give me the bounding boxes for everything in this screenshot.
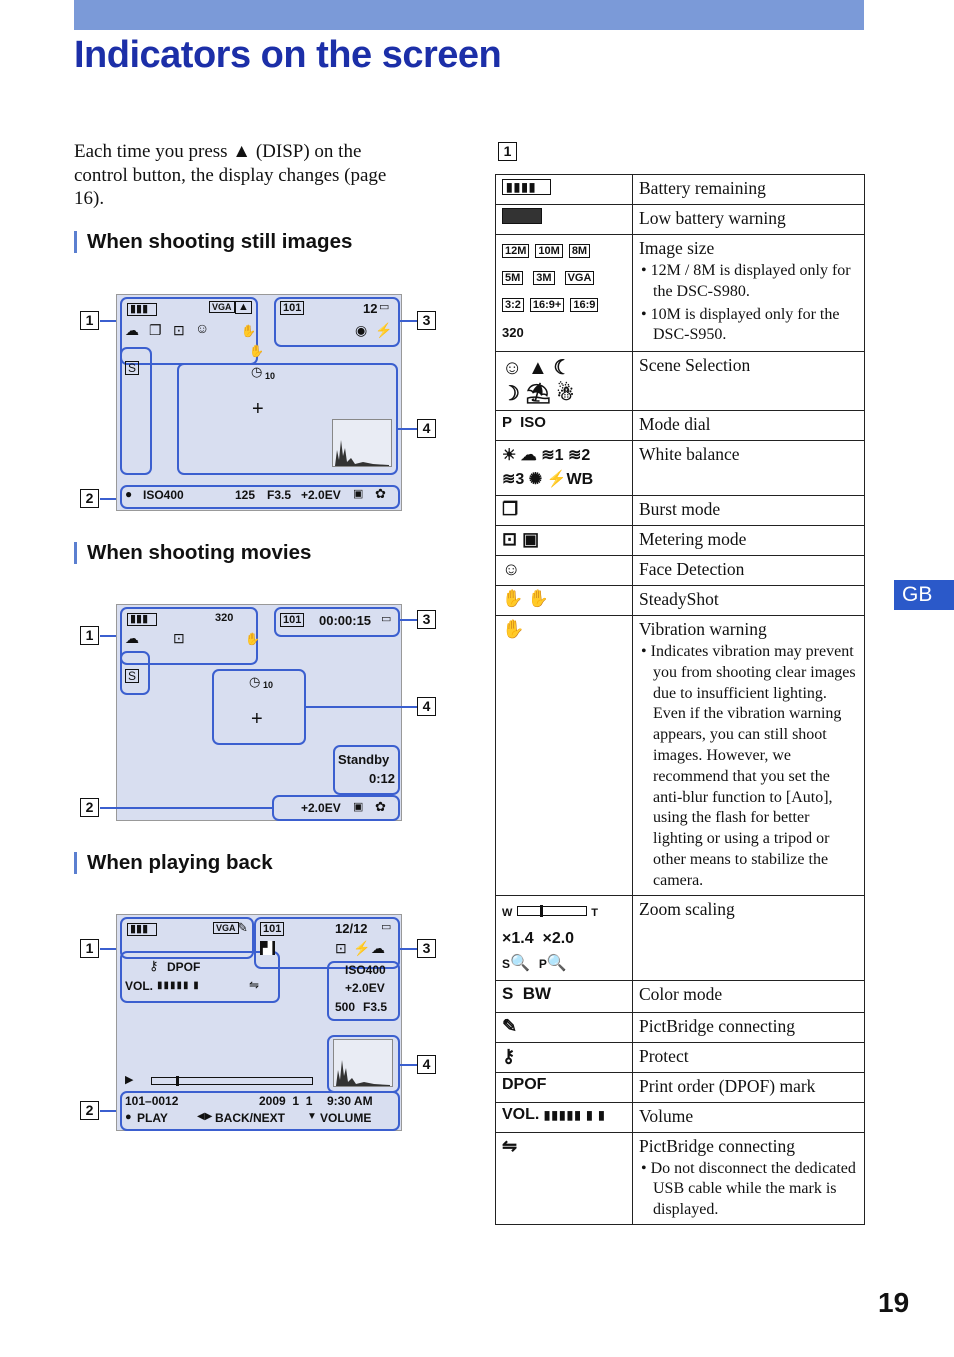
intro-paragraph: Each time you press ▲ (DISP) on the control button, the display changes (page 16). (74, 141, 387, 209)
note-item: • 10M is displayed only for the DSC-S950. (641, 305, 840, 344)
exposure-value: +2.0EV (345, 981, 385, 995)
heading-playback: When playing back (74, 852, 273, 874)
row-label-image-size (633, 235, 865, 352)
size-8m-icon: 8M (569, 244, 590, 258)
image-size-icon: VGA (209, 301, 235, 313)
steadyshot-icon: ✋ (241, 324, 256, 338)
left-right-arrows-icon: ◀▶ (197, 1111, 213, 1122)
page-number: 19 (878, 1287, 910, 1318)
self-timer-icon: ◷ (251, 364, 263, 379)
note-text: Do not disconnect the dedicated USB cable while the mark is displayed. (650, 1159, 856, 1219)
table-row (496, 441, 865, 496)
histogram (332, 419, 392, 467)
table-row (496, 980, 865, 1012)
callout-line-1 (100, 635, 116, 637)
row-label: Protect (633, 1042, 865, 1072)
progress-marker (176, 1076, 179, 1086)
pictbridge-icon: ✎ (237, 920, 248, 935)
movie-lcd (116, 604, 402, 821)
size-3-2-icon: 3:2 (502, 298, 524, 312)
callout-3: 3 (417, 939, 436, 958)
image-count: 12/12 (335, 921, 368, 936)
metering-icon: ⊡ (173, 630, 185, 646)
note-text: 10M is displayed only for the DSC-S950. (650, 305, 840, 344)
flash-icon: ⚡ (353, 940, 371, 956)
row-label: SteadyShot (633, 586, 865, 616)
battery-icon: ▮▮▮ (127, 303, 157, 316)
callout-line-3 (398, 320, 417, 322)
mode-dial-icons: P ISO (496, 411, 633, 441)
volume-icon-label: VOL. (502, 1105, 540, 1123)
row-label: White balance (633, 441, 865, 496)
white-balance-icon: ☁ (125, 322, 139, 338)
table-row (496, 616, 865, 896)
row-label: Face Detection (633, 556, 865, 586)
playback-progress-bar (151, 1077, 313, 1085)
row-label: Zoom scaling (633, 895, 865, 980)
table-row (496, 526, 865, 556)
folder-label: 101 (260, 922, 284, 936)
table-row (496, 586, 865, 616)
still-screen-diagram (80, 294, 440, 512)
image-quality-icon: ▟ (260, 941, 275, 955)
row-label: PictBridge connecting (639, 1135, 796, 1156)
callout-line-1 (100, 320, 116, 322)
iso-value: ISO400 (143, 488, 184, 502)
callout-line-3 (398, 948, 417, 950)
row-label: Vibration warning (639, 619, 767, 639)
zoom-w-label: W (502, 906, 513, 919)
playback-lcd (116, 914, 402, 1131)
note-text: Indicates vibration may prevent you from shooting clear images due to insufficient lighting. Even if the vibration warning appears, you can still shoot images. However, we recommend that you set the anti-blur function to [Auto], using the flash for better lighting or using a tripod or other means to stabilize the camera. (650, 643, 856, 889)
record-dot-icon: ● (125, 487, 133, 501)
macro-icon: ✿ (375, 486, 386, 501)
self-timer-value: 10 (265, 371, 276, 381)
table-row (496, 352, 865, 411)
play-label: PLAY (137, 1111, 168, 1125)
image-size-icon: VGA (213, 922, 239, 934)
heading-still-images: When shooting still images (74, 231, 352, 253)
row-label-usb (633, 1132, 865, 1224)
protect-icon: ⚷ (149, 958, 159, 973)
note-item: • 12M / 8M is displayed only for the DSC-S980. (641, 262, 851, 300)
protect-icon: ⚷ (496, 1042, 633, 1072)
header-bar (74, 0, 864, 30)
row-label: Mode dial (633, 411, 865, 441)
white-balance-icon: ☁ (125, 630, 139, 646)
row-label-vibration (633, 616, 865, 896)
table-row (496, 556, 865, 586)
vibration-warning-icon: ✋ (496, 616, 633, 896)
row-label: Low battery warning (633, 205, 865, 235)
memory-icon: ▭ (381, 613, 392, 625)
date-label: 2009 1 1 (259, 1094, 313, 1108)
row-label: Image size (639, 238, 715, 258)
movie-screen-diagram (80, 604, 440, 822)
flash-icon: ⚡ (375, 322, 393, 338)
callout-4: 4 (417, 419, 436, 438)
scene-icons: ☺ ▲ ☾ ☽ ⛱ ☃ (496, 352, 633, 411)
vibration-warning-icon: ✋ (249, 344, 264, 358)
row-label: Metering mode (633, 526, 865, 556)
table-row (496, 411, 865, 441)
zoom-bar (517, 906, 587, 916)
row-label: Print order (DPOF) mark (633, 1072, 865, 1102)
callout-line-4 (398, 428, 417, 430)
memory-icon: ▭ (381, 921, 392, 933)
pictbridge-icon: ✎ (496, 1012, 633, 1042)
callout-line-2 (100, 1110, 116, 1112)
burst-icon: ❐ (496, 496, 633, 526)
usb-icon: ⇋ (249, 978, 260, 992)
volume-bars-icon: ▮▮▮▮▮ ▮ (157, 980, 200, 991)
table-row (496, 1012, 865, 1042)
shutter-speed: 500 (335, 1000, 356, 1014)
indicator-table (495, 174, 865, 1225)
play-button-icon: ● (125, 1111, 132, 1123)
callout-line-1 (100, 948, 116, 950)
note-text: 12M / 8M is displayed only for the DSC-S980. (650, 262, 851, 300)
battery-empty-icon (496, 205, 633, 235)
battery-icon: ▮▮▮ (127, 923, 157, 936)
aperture-value: F3.5 (363, 1000, 388, 1014)
row-label: Scene Selection (633, 352, 865, 411)
af-crosshair-icon: + (252, 398, 264, 420)
down-arrow-icon: ▼ (307, 1111, 317, 1122)
steadyshot-off-icon: ✋ (245, 632, 260, 646)
smart-zoom-label: S (502, 956, 511, 971)
exposure-value: +2.0EV (301, 488, 341, 502)
white-balance-icon: ☁ (371, 940, 385, 956)
heading-movies: When shooting movies (74, 542, 311, 564)
time-label: 9:30 AM (327, 1094, 373, 1108)
table-section-number: 1 (498, 142, 517, 161)
macro-icon: ✿ (375, 799, 386, 814)
table-row (496, 1102, 865, 1132)
precision-zoom-label: P (538, 956, 547, 971)
callout-line-2 (100, 498, 116, 500)
callout-line-2 (100, 807, 273, 809)
still-lcd (116, 294, 402, 511)
size-16-9-icon: 16:9 (570, 298, 598, 312)
shutter-speed: 125 (235, 488, 256, 502)
size-320-icon: 320 (502, 325, 524, 340)
table-row (496, 1072, 865, 1102)
metering-icons: ⊡ ▣ (496, 526, 633, 556)
row-label: Color mode (633, 980, 865, 1012)
callout-2: 2 (80, 489, 99, 508)
aperture-value: F3.5 (267, 488, 292, 502)
playback-screen-diagram (80, 914, 440, 1132)
scene-landscape-icon: ▲ (235, 301, 252, 314)
callout-1: 1 (80, 626, 99, 645)
metering-multi-icon: ▣ (353, 801, 364, 813)
table-row (496, 895, 865, 980)
play-indicator-icon: ▶ (125, 1074, 134, 1086)
callout-2: 2 (80, 798, 99, 817)
zoom-20-label: ×2.0 (542, 929, 575, 947)
self-timer-value: 10 (263, 680, 274, 690)
callout-3: 3 (417, 610, 436, 629)
standby-time: 0:12 (369, 771, 396, 786)
zoom-t-label: T (591, 906, 599, 919)
size-12m-icon: 12M (502, 244, 529, 258)
red-eye-icon: ◉ (355, 322, 368, 338)
row-label: Burst mode (633, 496, 865, 526)
callout-2: 2 (80, 1101, 99, 1120)
volume-label: VOL. (125, 979, 154, 993)
image-size-icons (496, 235, 633, 352)
callout-1: 1 (80, 939, 99, 958)
white-balance-icons: ☀ ☁ ≋1 ≋2 ≋3 ✺ ⚡WB (496, 441, 633, 496)
color-mode-icon: S (125, 361, 139, 375)
callout-line-4 (306, 706, 417, 708)
burst-icon: ❐ (149, 322, 162, 338)
usb-icon: ⇋ (496, 1132, 633, 1224)
af-crosshair-icon: + (251, 708, 263, 730)
self-timer-icon: ◷ (249, 674, 261, 689)
note-item: • Do not disconnect the dedicated USB cable while the mark is displayed. (641, 1159, 856, 1219)
row-label: PictBridge connecting (633, 1012, 865, 1042)
histogram (333, 1039, 393, 1087)
battery-icon: ▮▮▮ (127, 613, 157, 626)
face-detection-icon: ☺ (496, 556, 633, 586)
metering-icon: ⊡ (335, 940, 347, 956)
metering-multi-icon: ▣ (353, 488, 364, 500)
color-mode-icon: S (125, 669, 139, 683)
table-row (496, 175, 865, 205)
callout-line-4 (398, 1064, 417, 1066)
exposure-value: +2.0EV (301, 801, 341, 815)
folder-label: 101 (280, 613, 304, 627)
remaining-count: 12 (363, 301, 378, 316)
face-detection-icon: ☺ (195, 320, 210, 336)
volume-icon: VOL. ▮▮▮▮▮ ▮ ▮ (496, 1102, 633, 1132)
callout-1: 1 (80, 311, 99, 330)
dpof-icon: DPOF (496, 1072, 633, 1102)
table-row (496, 1132, 865, 1224)
size-16-9-plus-icon: 16:9+ (530, 298, 564, 312)
recording-time: 00:00:15 (319, 613, 372, 628)
file-number: 101–0012 (125, 1094, 179, 1108)
callout-4: 4 (417, 697, 436, 716)
back-next-label: BACK/NEXT (215, 1111, 286, 1125)
callout-3: 3 (417, 311, 436, 330)
table-row (496, 235, 865, 352)
table-row (496, 205, 865, 235)
size-10m-icon: 10M (535, 244, 562, 258)
row-label: Volume (633, 1102, 865, 1132)
battery-full-icon: ▮▮▮▮ (496, 175, 633, 205)
row-label: Battery remaining (633, 175, 865, 205)
table-row (496, 1042, 865, 1072)
size-5m-icon: 5M (502, 271, 523, 285)
standby-label: Standby (338, 752, 390, 767)
zoom-14-label: ×1.4 (502, 929, 534, 947)
steadyshot-icons: ✋ ✋ (496, 586, 633, 616)
memory-icon: ▭ (379, 301, 390, 313)
dpof-label: DPOF (167, 960, 201, 974)
movie-size-label: 320 (215, 612, 234, 624)
size-vga-icon: VGA (565, 271, 595, 285)
callout-4: 4 (417, 1055, 436, 1074)
folder-label: 101 (280, 301, 304, 315)
note-item: • Indicates vibration may prevent you from shooting clear images due to insufficient lighting. Even if the vibration warning appears, you can still shoot images. However, we recommend that you set the anti-blur function to [Auto], using the flash for better lighting or using a tripod or other means to stabilize the camera. (641, 643, 856, 889)
iso-value: ISO400 (345, 963, 386, 977)
callout-line-3 (398, 619, 417, 621)
metering-icon: ⊡ (173, 322, 185, 338)
volume-control-label: VOLUME (320, 1111, 372, 1125)
table-row (496, 496, 865, 526)
language-tab: GB (894, 580, 954, 610)
zoom-scaling-icons: W T ×1.4 ×2.0 S🔍 P🔍 (496, 895, 633, 980)
size-3m-icon: 3M (533, 271, 554, 285)
color-mode-icons: S BW (496, 980, 633, 1012)
page-title: Indicators on the screen (74, 34, 502, 76)
